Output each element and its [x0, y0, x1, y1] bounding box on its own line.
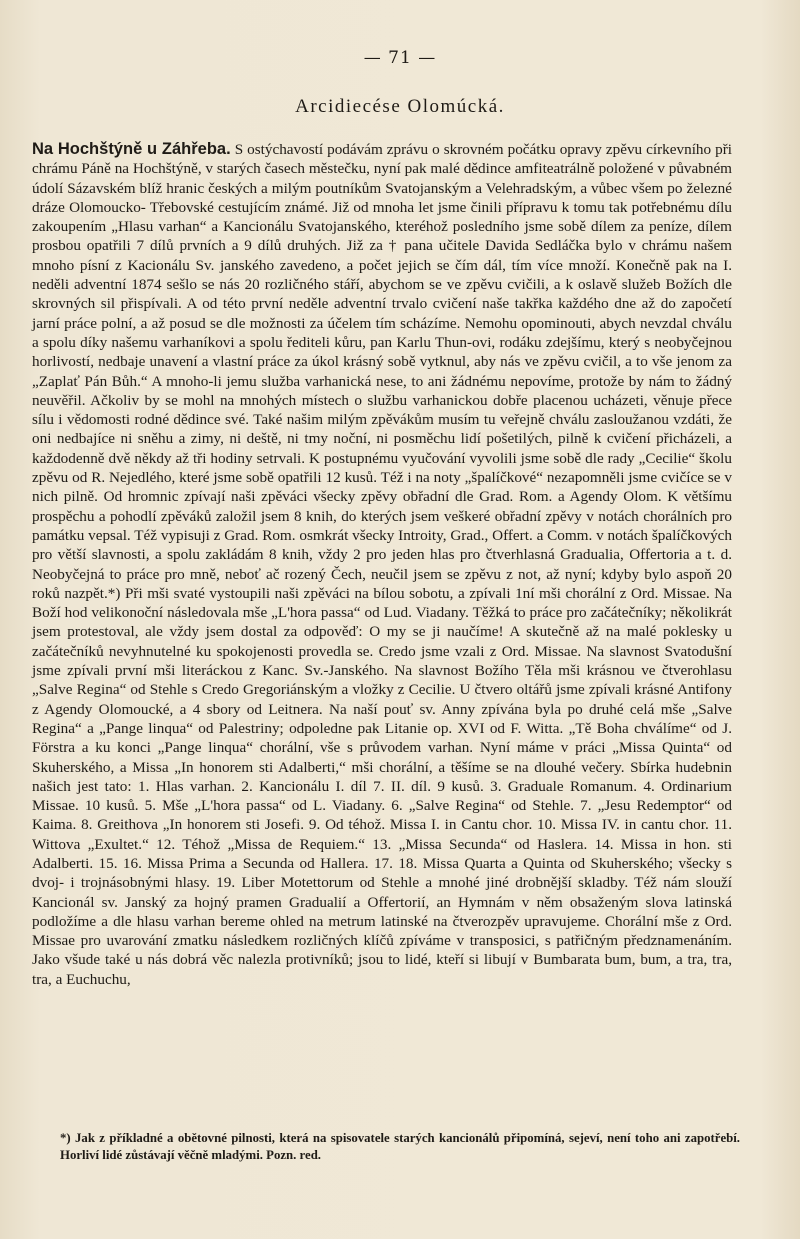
footnote: *) Jak z příkladné a obětovné pilnosti, která na spisovatele starých kancionálů připomíná, sejeví, není toho ani zapotřebí. Horliví lidé zůstávají věčně mladými. Pozn. red. — [60, 1131, 740, 1162]
article-text: S ostýchavostí podávám zprávu o skrovném počátku opravy zpěvu církevního při chrámu Páně na Hochštýně, v starých časech městečku, nyní pak malé dědince amfiteatrálně položené v půvabném údolí Sázavském blíž hranic českých a milým poutníkům Svatojanským a Velehradským, a vůbec všem po železné dráze Olomoucko- Třebovské cestujícím známé. Již od mnoha let jsme činili přípravu k tomu tak potřebnému dílu zakoupením „Hlasu varhan“ a Kancionálu Svatojanského, kteréhož posledního jsme sobě dílem za peníze, dílem prosbou opatřili 7 dílů prvních a 9 dílů druhých. Již za † pana učitele Davida Sedláčka bylo v chrámu našem mnoho písní z Kacionálu Sv. janského zavedeno, a počet jejich se čím dál, tím více množí. Konečně pak na I. neděli adventní 1874 sešlo se nás 20 rozličného stáří, abychom se ve zpěvu cvičili, a k oslavě služeb Božích dle skrovných sil přispívali. A od této první neděle adventní trvalo cvičení naše takřka každého dne až do započetí jarní práce polní, a až posud se dle možnosti za účelem tím scházíme. Nemohu opominouti, abych nevzdal chválu a spolu díky našemu varhaníkovi a spolu řediteli kůru, pan Karlu Thun-ovi, rodáku zdejšímu, který s neobyčejnou horlivostí, nedbaje unavení a vlastní práce za úkol krásný sobě vytknul, aby nás ve zpěvu cvičil, a to vše jenom za „Zaplať Pán Bůh.“ A mnoho-li jemu služba varhanická nese, to ani žádnému nepovíme, protože by nám to žádný neuvěřil. Ačkoliv by se mohl na mnohých místech o službu varhanickou dobře placenou ucházeti, věnuje přece sílu i vědomosti rodné dědince své. Také našim milým zpěvákům musím tu veřejně chválu zasloužanou vzdáti, že oni nedbajíce ni sněhu a zimy, ni deště, ni tmy noční, ni posměchu lidí pošetilých, pilně k cvičení přicházeli, a každodenně dvě někdy až tři hodiny setrvali. K postupnému vyučování vyvolili jsme sobě dle rady „Cecilie“ školu zpěvu od R. Nejedlého, které jsme sobě opatřili 12 kusů. Též i na noty „špalíčkové“ nezapomněli jsme cvičíce se v nich pilně. Od hromnic zpívají naši zpěváci všecky zpěvy obřadní dle Grad. Rom. a Agendy Olom. K většímu prospěchu a pohodlí zpěváků založil jsem 8 knih, do kterých jsem veškeré obřadní zpěvy v notách chorálních pro památku vepsal. Též vypisuji z Grad. Rom. osmkrát všecky Introity, Grad., Offert. a Comm. v notách špalíčkových pro větší slavnosti, a spolu zakládám 8 knih, vždy 2 pro jeden hlas pro čtverhlasná Gradualia, Offertoria a t. d. Neobyčejná to práce pro mně, neboť ač rozený Čech, neučil jsem se zpěvu z not, až nyní; kdyby bylo aspoň 20 roků nazpět.*) Při mši svaté vystoupili naši zpěváci na bílou sobotu, a zpívali 1ní mši chorální z Ord. Missae. Na Boží hod velikonoční následovala mše „L'hora passa“ od Lud. Viadany. Těžká to práce pro začátečníky; několikrát jsem protestoval, ale vždy jsem dostal za odpověď: O my se ji naučíme! A skutečně až na malé poklesky u začátečníků nevyhnutelné ku spokojenosti provedla se. Credo jsme vzali z Ord. Missae. Na slavnost Svatodušní jsme zpívali první mši literáckou z Kanc. Sv.-Janského. Na slavnost Božího Těla mši krásnou ve čtverohlasu „Salve Regina“ od Stehle s Credo Gregoriánským a vložky z Cecilie. U čtvero oltářů jsme zpívali krásné Antifony z Agendy Olomoucké, a 4 sbory od Leitnera. Na naší pouť sv. Anny zpívána byla po druhé celá mše „Salve Regina“ a „Pange linqua“ od Palestriny; odpoledne pak Litanie op. XVI od F. Witta. „Tě Boha chválíme“ od J. Förstra a ku konci „Pange linqua“ chorální, vše s průvodem varhan. Nyní máme v práci „Missa Quinta“ od Skuherského, a Missa „In honorem sti Adalberti,“ mši chorální, a těšíme se na dlouhé večery. Sbírka hudebnin našich jest tato: 1. Hlas varhan. 2. Kancionálu I. díl 7. II. díl. 9 kusů. 3. Graduale Romanum. 4. Ordinarium Missae. 10 kusů. 5. Mše „L'hora passa“ od L. Viadany. 6. „Salve Regina“ od Stehle. 7. „Jesu Redemptor“ od Kaima. 8. Greithova „In honorem sti Josefi. 9. Od téhož. Missa I. in Cantu chor. 10. Missa IV. in cantu chor. 11. Wittova „Exultet.“ 12. Téhož „Missa de Requiem.“ 13. „Missa Secunda“ od Haslera. 14. Missa in hon. sti Adalberti. 15. 16. Missa Prima a Secunda od Hallera. 17. 18. Missa Quarta a Quinta od Skuherského; všecky s dvoj- i trojnásobnými hlasy. 19. Liber Motettorum od Stehle a mnohé jiné drobnější skladby. Též nám slouží Kancionál sv. Janský za hojný pramen Gradualií a Offertorií, an Hymnám v něm obsaženým slova latinská podložíme a dle hlasu varhan bereme ohled na metrum latinské na čtverozpěv upravujeme. Chorální mše z Ord. Missae pro uvarování zmatku následkem rozličných klíčů zpíváme v transposici, s patřičným předznamenáním. Jako všude také u nás dobrá věc nalezla protivníků; jsou to lidé, kteří si libují v Bumbarata bum, bum, a tra, tra, tra, a Euchuchu, — [32, 141, 732, 988]
article-lead-heading: Na Hochštýně u Záhřeba. — [32, 140, 231, 158]
section-title: Arcidiecése Olomúcká. — [295, 96, 505, 117]
article-body — [32, 140, 732, 989]
page-number: — 71 — — [363, 48, 437, 68]
